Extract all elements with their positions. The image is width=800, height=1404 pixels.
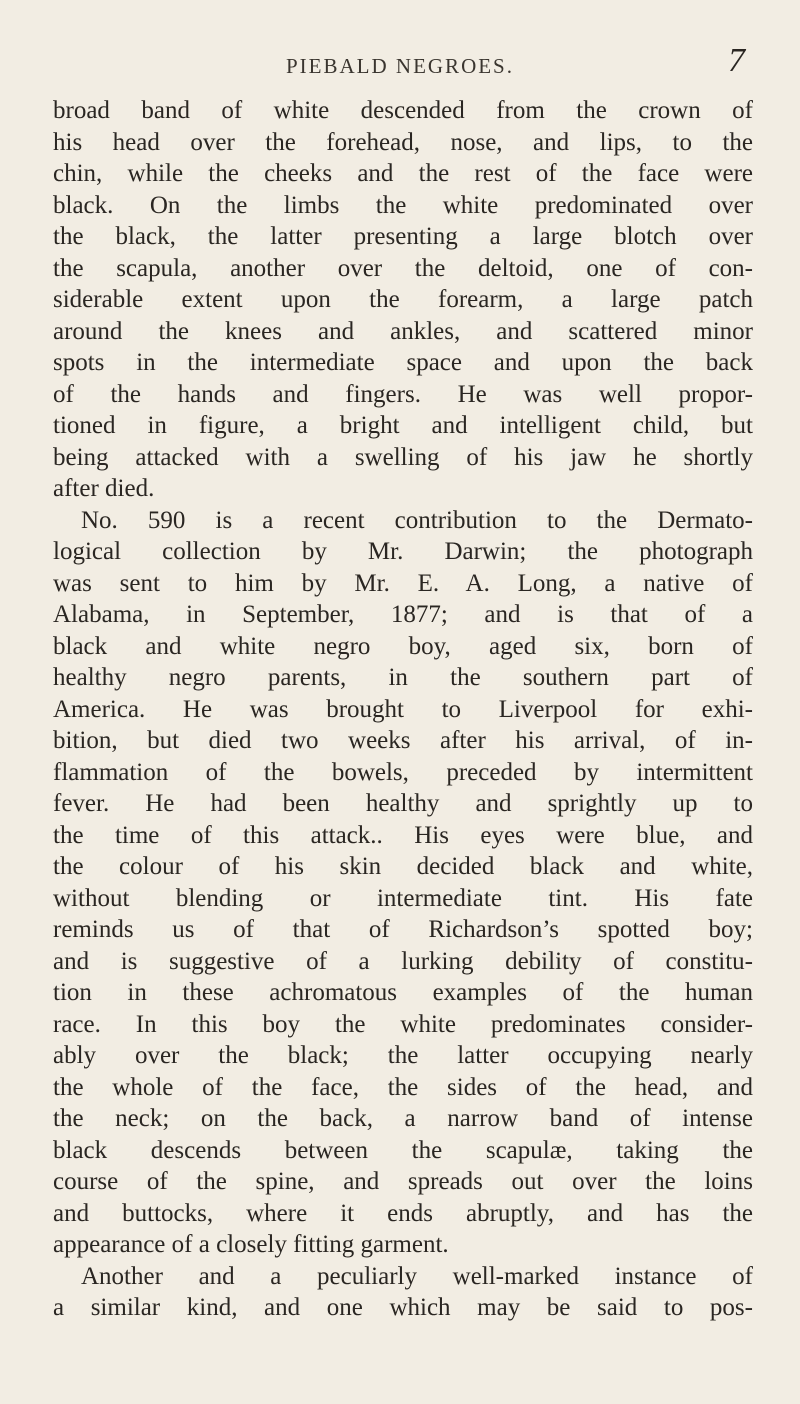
text-line: tioned in figure, a bright and intelligent child, but — [53, 412, 753, 439]
text-line: Another and a peculiarly well-marked instance of — [81, 1262, 753, 1290]
text-line: flammation of the bowels, preceded by intermittent — [53, 758, 753, 786]
text-line: spots in the intermediate space and upon the back — [53, 349, 753, 376]
text-line: chin, while the cheeks and the rest of the face were — [53, 160, 753, 187]
page-number: 7 — [728, 42, 745, 79]
text-line: black and white negro boy, aged six, born of — [53, 632, 753, 660]
text-line: America. He was brought to Liverpool for exhi- — [53, 695, 753, 723]
text-line: ably over the black; the latter occupying nearly — [53, 1042, 753, 1069]
text-line: the black, the latter presenting a large blotch over — [53, 223, 753, 250]
text-line: the scapula, another over the deltoid, one of con- — [53, 254, 753, 282]
text-line: was sent to him by Mr. E. A. Long, a native of — [53, 569, 753, 597]
text-line: race. In this boy the white predominates consider- — [53, 1010, 753, 1038]
text-line: and is suggestive of a lurking debility of constitu- — [53, 947, 753, 975]
text-line: the colour of his skin decided black and white, — [53, 853, 753, 880]
text-line: after died. — [53, 475, 155, 502]
text-line: black descends between the scapulæ, taking the — [53, 1136, 753, 1164]
text-line: being attacked with a swelling of his jaw he shortly — [53, 443, 753, 471]
text-line: siderable extent upon the forearm, a large patch — [53, 286, 753, 313]
text-line: without blending or intermediate tint. His fate — [53, 884, 753, 912]
running-head — [0, 42, 800, 88]
text-line: his head over the forehead, nose, and lips, to the — [53, 128, 753, 156]
text-line: the neck; on the back, a narrow band of intense — [53, 1105, 753, 1132]
text-line: healthy negro parents, in the southern part of — [53, 664, 753, 691]
text-line: around the knees and ankles, and scattered minor — [53, 317, 753, 345]
text-line: the whole of the face, the sides of the head, and — [53, 1073, 753, 1101]
text-line: bition, but died two weeks after his arrival, of in- — [53, 727, 753, 754]
running-title: PIEBALD NEGROES. — [285, 54, 514, 78]
text-line: of the hands and fingers. He was well propor- — [53, 380, 753, 408]
text-line: fever. He had been healthy and sprightly up to — [53, 790, 753, 817]
text-line: reminds us of that of Richardson’s spotted boy; — [53, 916, 753, 943]
text-line: course of the spine, and spreads out over the loins — [53, 1168, 753, 1195]
text-line: No. 590 is a recent contribution to the Dermato- — [81, 506, 753, 534]
text-line: tion in these achromatous examples of the human — [53, 979, 753, 1006]
text-line: black. On the limbs the white predominated over — [53, 191, 753, 219]
text-line: logical collection by Mr. Darwin; the photograph — [53, 538, 753, 565]
text-line: Alabama, in September, 1877; and is that of a — [53, 601, 753, 628]
body-text — [53, 95, 753, 1324]
text-line: broad band of white descended from the crown of — [53, 97, 753, 124]
text-line: a similar kind, and one which may be said to pos- — [53, 1294, 753, 1321]
text-line: and buttocks, where it ends abruptly, and has the — [53, 1199, 753, 1227]
text-line: the time of this attack.. His eyes were blue, and — [53, 821, 753, 849]
text-line: appearance of a closely fitting garment. — [53, 1231, 449, 1258]
